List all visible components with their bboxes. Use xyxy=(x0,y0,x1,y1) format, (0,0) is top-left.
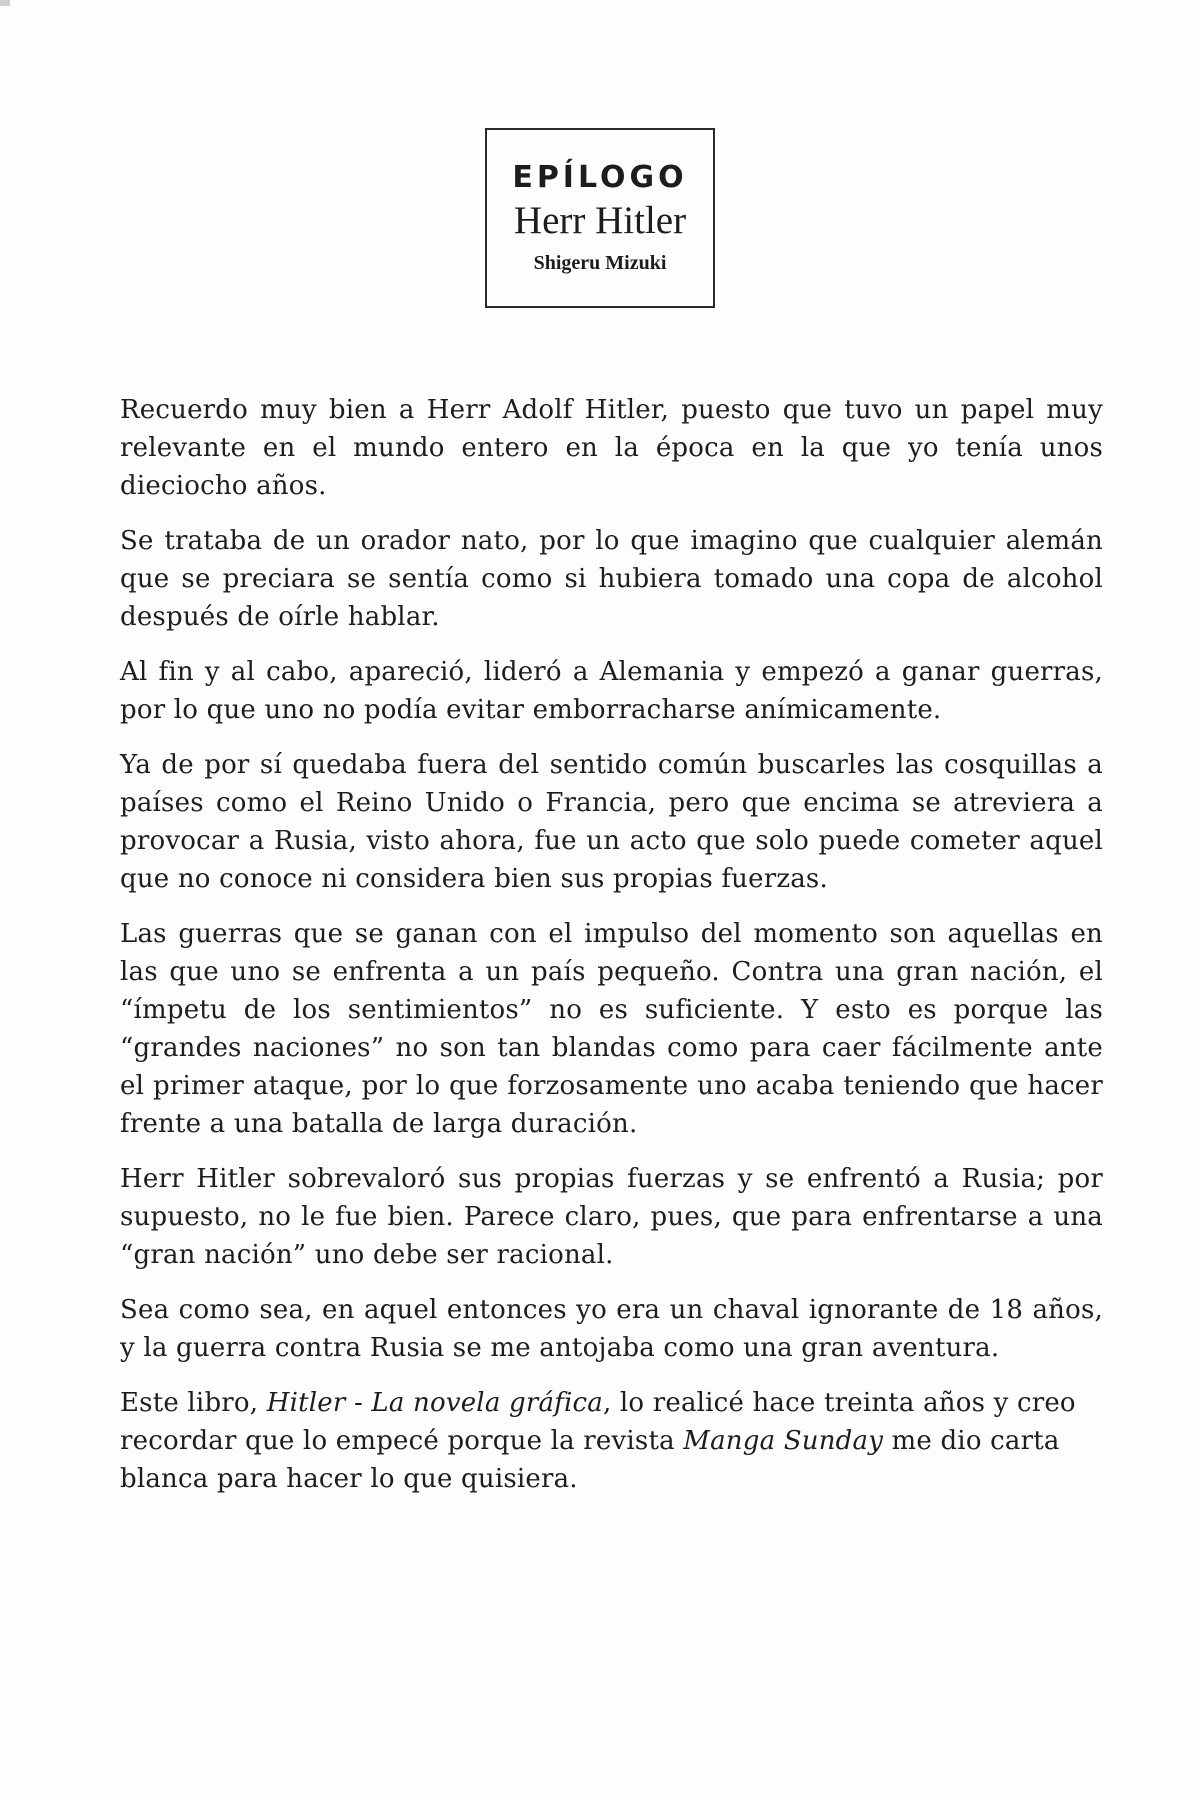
chapter-author: Shigeru Mizuki xyxy=(533,252,667,274)
paragraph: Recuerdo muy bien a Herr Adolf Hitler, puesto que tuvo un papel muy relevante en el mundo entero en la época en la que yo tenía unos dieciocho años. xyxy=(120,395,1103,501)
scan-corner-mark xyxy=(0,0,10,6)
paragraph: Al fin y al cabo, apareció, lideró a Alemania y empezó a ganar guerras, por lo que uno no podía evitar emborracharse anímicamente. xyxy=(120,657,1103,725)
chapter-kicker: EPÍLOGO xyxy=(512,160,688,195)
last-paragraph-text: me dio carta blanca para hacer lo que quisiera. xyxy=(120,1426,1060,1494)
magazine-title: Manga Sunday xyxy=(683,1426,884,1456)
paragraph: Sea como sea, en aquel entonces yo era un chaval ignorante de 18 años, y la guerra contra Rusia se me antojaba como una gran aventura. xyxy=(120,1295,1103,1363)
paragraph: Herr Hitler sobrevaloró sus propias fuerzas y se enfrentó a Rusia; por supuesto, no le fue bien. Parece claro, pues, que para enfrentarse a una “gran nación” uno debe ser racional. xyxy=(120,1164,1103,1270)
paragraph-last xyxy=(120,1384,1103,1498)
chapter-title-box xyxy=(485,128,715,308)
last-paragraph-text: Este libro, xyxy=(120,1388,267,1418)
body-text xyxy=(120,391,1103,1515)
paragraph: Las guerras que se ganan con el impulso del momento son aquellas en las que uno se enfrenta a un país pequeño. Contra una gran nación, el “ímpetu de los sentimientos” no es suficiente. Y esto es porque las “grandes naciones” no son tan blandas como para caer fácilmente ante el primer ataque, por lo que forzosamente uno acaba teniendo que hacer frente a una batalla de larga duración. xyxy=(120,919,1103,1139)
paragraph: Se trataba de un orador nato, por lo que imagino que cualquier alemán que se preciara se sentía como si hubiera tomado una copa de alcohol después de oírle hablar. xyxy=(120,526,1103,632)
last-paragraph-text: , lo realicé hace treinta años y creo recordar que lo empecé porque la revista xyxy=(120,1388,1076,1456)
paragraph: Ya de por sí quedaba fuera del sentido común buscarles las cosquillas a países como el Reino Unido o Francia, pero que encima se atreviera a provocar a Rusia, visto ahora, fue un acto que solo puede cometer aquel que no conoce ni considera bien sus propias fuerzas. xyxy=(120,750,1103,894)
book-title: Hitler - La novela gráfica xyxy=(266,1388,603,1418)
chapter-title: Herr Hitler xyxy=(513,199,687,242)
